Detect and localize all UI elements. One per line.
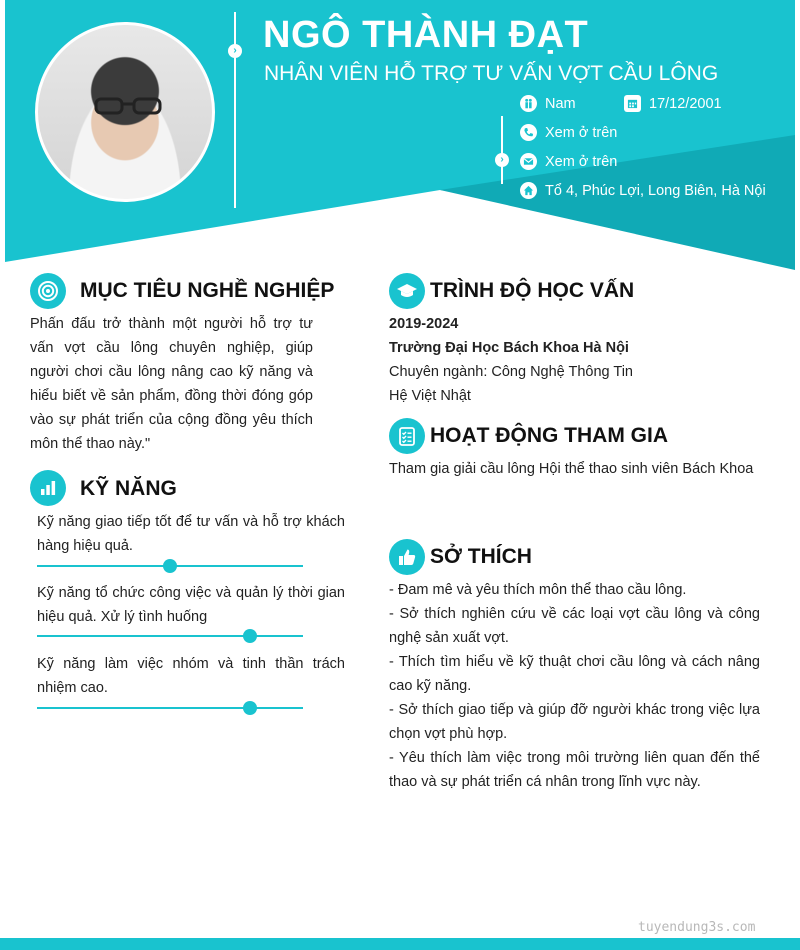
target-icon	[30, 273, 66, 309]
hobby-item: - Thích tìm hiểu về kỹ thuật chơi cầu lông và cách nâng cao kỹ năng.	[389, 654, 760, 694]
hobby-item: - Sở thích giao tiếp và giúp đỡ người khác trong việc lựa chọn vợt phù hợp.	[389, 702, 760, 742]
activities-text: Tham gia giải cầu lông Hội thể thao sinh viên Bách Khoa	[389, 461, 754, 477]
skill-item-text: Kỹ năng làm việc nhóm và tinh thần trách nhiệm cao.	[37, 656, 345, 696]
candidate-name: NGÔ THÀNH ĐẠT	[263, 14, 589, 56]
skill-item-text: Kỹ năng tổ chức công việc và quản lý thời gian hiệu quả. Xử lý tình huống	[37, 585, 345, 625]
gender-icon	[520, 95, 537, 112]
education-major: Chuyên ngành: Công Nghệ Thông Tin	[389, 364, 633, 380]
activities-title: HOẠT ĐỘNG THAM GIA	[430, 424, 668, 447]
contact-divider-dot: ›	[495, 153, 509, 167]
birthdate-value: 17/12/2001	[649, 95, 722, 112]
hobby-item: - Đam mê và yêu thích môn thể thao cầu lông.	[389, 582, 687, 598]
header-divider-line	[234, 12, 236, 208]
job-title: NHÂN VIÊN HỖ TRỢ TƯ VẤN VỢT CẦU LÔNG	[264, 62, 719, 85]
phone-info	[520, 124, 617, 141]
skill-level-knob	[163, 559, 177, 573]
header-divider-dot: ›	[228, 44, 242, 58]
thumbs-up-icon	[389, 539, 425, 575]
education-program: Hệ Việt Nhật	[389, 388, 471, 404]
phone-value: Xem ở trên	[545, 124, 618, 141]
skill-level-bar	[37, 635, 303, 637]
gender-value: Nam	[545, 95, 576, 112]
email-value: Xem ở trên	[545, 153, 618, 170]
glasses-shape	[94, 97, 162, 115]
education-period: 2019-2024	[389, 316, 459, 332]
birthdate-info	[624, 95, 722, 112]
hobbies-title: SỞ THÍCH	[430, 545, 532, 568]
address-info	[520, 182, 766, 199]
skills-title: KỸ NĂNG	[80, 477, 177, 500]
skill-item-text: Kỹ năng giao tiếp tốt để tư vấn và hỗ trợ khách hàng hiệu quả.	[37, 514, 345, 554]
chart-icon	[30, 470, 66, 506]
address-value: Tổ 4, Phúc Lợi, Long Biên, Hà Nội	[545, 182, 766, 199]
email-icon	[520, 153, 537, 170]
skill-level-knob	[243, 629, 257, 643]
home-icon	[520, 182, 537, 199]
email-info	[520, 153, 617, 170]
career-objective-text: Phấn đấu trở thành một người hỗ trợ tư vấn vợt cầu lông chuyên nghiệp, giúp người chơi cầu lông nâng cao kỹ năng và hiểu biết về sản phẩm, đồng thời đóng góp vào sự phát triển của cộng đồng yêu thích môn thể thao này."	[30, 316, 313, 452]
checklist-icon	[389, 418, 425, 454]
hobby-item: - Sở thích nghiên cứu về các loại vợt cầu lông và công nghệ sản xuất vợt.	[389, 606, 760, 646]
education-school: Trường Đại Học Bách Khoa Hà Nội	[389, 340, 629, 356]
watermark: tuyendung3s.com	[638, 920, 756, 935]
graduation-cap-icon	[389, 273, 425, 309]
gender-info	[520, 95, 576, 112]
contact-divider-line	[501, 116, 503, 184]
skill-level-bar	[37, 565, 303, 567]
hobby-item: - Yêu thích làm việc trong môi trường liên quan đến thể thao và sự phát triển cá nhân trong lĩnh vực này.	[389, 750, 760, 790]
calendar-icon	[624, 95, 641, 112]
footer-bar	[0, 938, 800, 950]
profile-photo	[35, 22, 215, 202]
phone-icon	[520, 124, 537, 141]
skill-level-knob	[243, 701, 257, 715]
hobbies-list	[389, 578, 760, 794]
education-title: TRÌNH ĐỘ HỌC VẤN	[430, 279, 635, 302]
career-objective-title: MỤC TIÊU NGHỀ NGHIỆP	[80, 279, 335, 302]
skill-level-bar	[37, 707, 303, 709]
